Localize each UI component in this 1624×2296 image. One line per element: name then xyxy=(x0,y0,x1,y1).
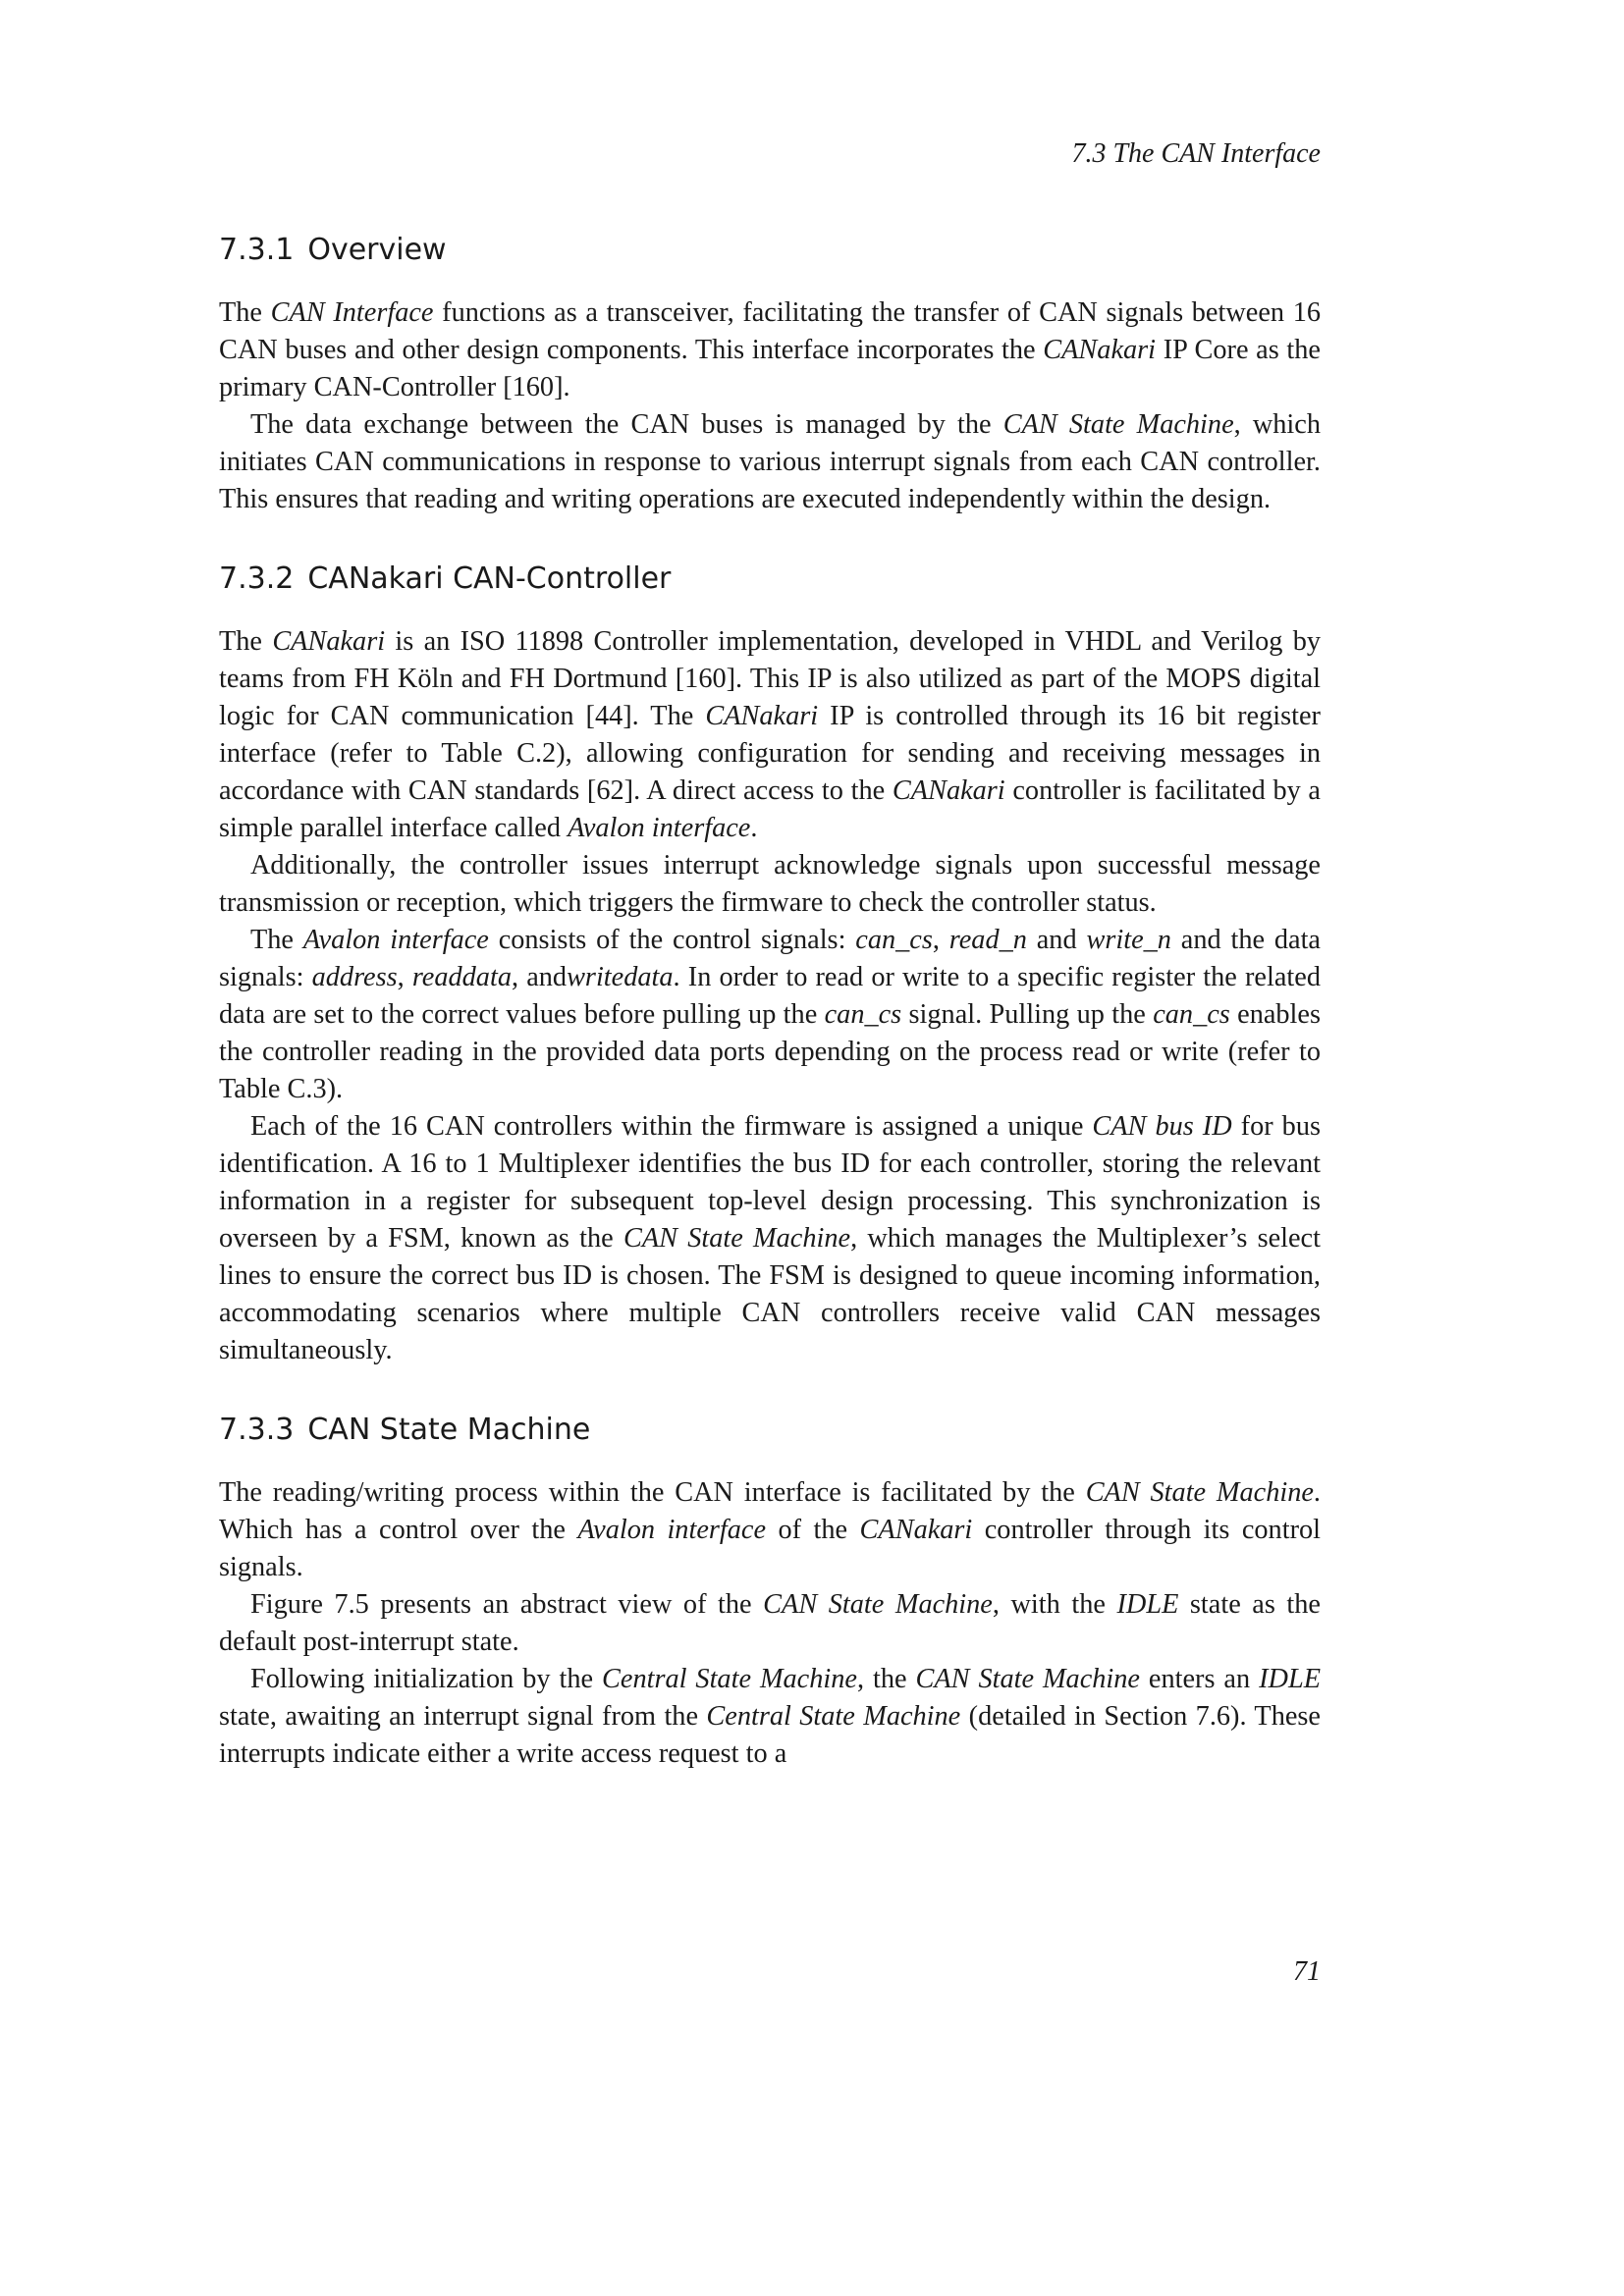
paragraph: The reading/writing process within the CAN interface is facilitated by the CAN State Machine. Which has a control over the Avalon interface of the CANakari controller through its control signals. xyxy=(219,1477,1321,1582)
emphasis-term: CANakari xyxy=(892,775,1005,806)
paragraph: The CAN Interface functions as a transceiver, facilitating the transfer of CAN signals between 16 CAN buses and other design components. This interface incorporates the CANakari IP Core as the primary CAN-Controller [160]. xyxy=(219,297,1321,402)
emphasis-term: read_n xyxy=(948,925,1027,955)
running-header: 7.3 The CAN Interface xyxy=(1071,138,1321,169)
emphasis-term: IDLE xyxy=(1116,1589,1179,1620)
emphasis-term: Central State Machine xyxy=(706,1701,961,1732)
section-number: 7.3.1 xyxy=(219,233,295,267)
emphasis-term: CANakari xyxy=(272,626,386,657)
paragraph: The CANakari is an ISO 11898 Controller implementation, developed in VHDL and Verilog by teams from FH Köln and FH Dortmund [160]. This IP is also utilized as part of the MOPS digital logic for CAN communication [44]. The CANakari IP is controlled through its 16 bit register interface (refer to Table C.2), allowing configuration for sending and receiving messages in accordance with CAN standards [62]. A direct access to the CANakari controller is facilitated by a simple parallel interface called Avalon interface. xyxy=(219,626,1321,843)
section-heading xyxy=(219,560,1321,599)
paragraph: Each of the 16 CAN controllers within the firmware is assigned a unique CAN bus ID for bus identification. A 16 to 1 Multiplexer identifies the bus ID for each controller, storing the relevant information in a register for subsequent top-level design processing. This synchronization is overseen by a FSM, known as the CAN State Machine, which manages the Multiplexer’s select lines to ensure the correct bus ID is chosen. The FSM is designed to queue incoming information, accommodating scenarios where multiple CAN controllers receive valid CAN messages simultaneously. xyxy=(219,1111,1321,1365)
emphasis-term: can_cs xyxy=(824,999,902,1030)
section-heading xyxy=(219,1411,1321,1450)
paragraph: Figure 7.5 presents an abstract view of the CAN State Machine, with the IDLE state as the default post-interrupt state. xyxy=(219,1589,1321,1657)
paragraph: The Avalon interface consists of the control signals: can_cs, read_n and write_n and the data signals: address, readdata, andwritedata. In order to read or write to a specific register the related data are set to the correct values before pulling up the can_cs signal. Pulling up the can_cs enables the controller reading in the provided data ports depending on the process read or write (refer to Table C.3). xyxy=(219,925,1321,1104)
paragraph: The data exchange between the CAN buses is managed by the CAN State Machine, which initiates CAN communications in response to various interrupt signals from each CAN controller. This ensures that reading and writing operations are executed independently within the design. xyxy=(219,409,1321,514)
section-title: CAN State Machine xyxy=(307,1413,591,1447)
emphasis-term: CAN State Machine xyxy=(1002,409,1234,440)
emphasis-term: CANakari xyxy=(705,701,819,731)
emphasis-term: Central State Machine xyxy=(602,1664,857,1694)
emphasis-term: readdata xyxy=(411,962,512,992)
paragraph: Following initialization by the Central State Machine, the CAN State Machine enters an IDLE state, awaiting an interrupt signal from the Central State Machine (detailed in Section 7.6). These interrupts indicate either a write access request to a xyxy=(219,1664,1321,1769)
emphasis-term: Avalon interface xyxy=(302,925,489,955)
emphasis-term: CAN State Machine xyxy=(623,1223,851,1254)
emphasis-term: CAN Interface xyxy=(270,297,434,328)
page-number: 71 xyxy=(1293,1956,1321,1987)
emphasis-term: write_n xyxy=(1086,925,1171,955)
emphasis-term: Avalon interface xyxy=(568,813,751,843)
emphasis-term: CAN State Machine xyxy=(763,1589,993,1620)
emphasis-term: IDLE xyxy=(1259,1664,1321,1694)
section-title: Overview xyxy=(307,233,447,267)
emphasis-term: can_cs xyxy=(855,925,933,955)
emphasis-term: CAN State Machine xyxy=(915,1664,1140,1694)
section-heading xyxy=(219,231,1321,270)
section-title: CANakari CAN-Controller xyxy=(307,561,672,596)
paragraph: Additionally, the controller issues interrupt acknowledge signals upon successful message transmission or reception, which triggers the firmware to check the controller status. xyxy=(219,850,1321,918)
emphasis-term: address xyxy=(311,962,398,992)
emphasis-term: Avalon interface xyxy=(577,1515,767,1545)
emphasis-term: CAN State Machine xyxy=(1085,1477,1314,1508)
emphasis-term: CANakari xyxy=(859,1515,973,1545)
emphasis-term: can_cs xyxy=(1153,999,1230,1030)
emphasis-term: writedata xyxy=(567,962,674,992)
emphasis-term: CAN bus ID xyxy=(1092,1111,1232,1142)
emphasis-term: CANakari xyxy=(1043,335,1157,365)
section-number: 7.3.2 xyxy=(219,561,295,596)
page-body xyxy=(219,224,1321,1773)
section-number: 7.3.3 xyxy=(219,1413,295,1447)
